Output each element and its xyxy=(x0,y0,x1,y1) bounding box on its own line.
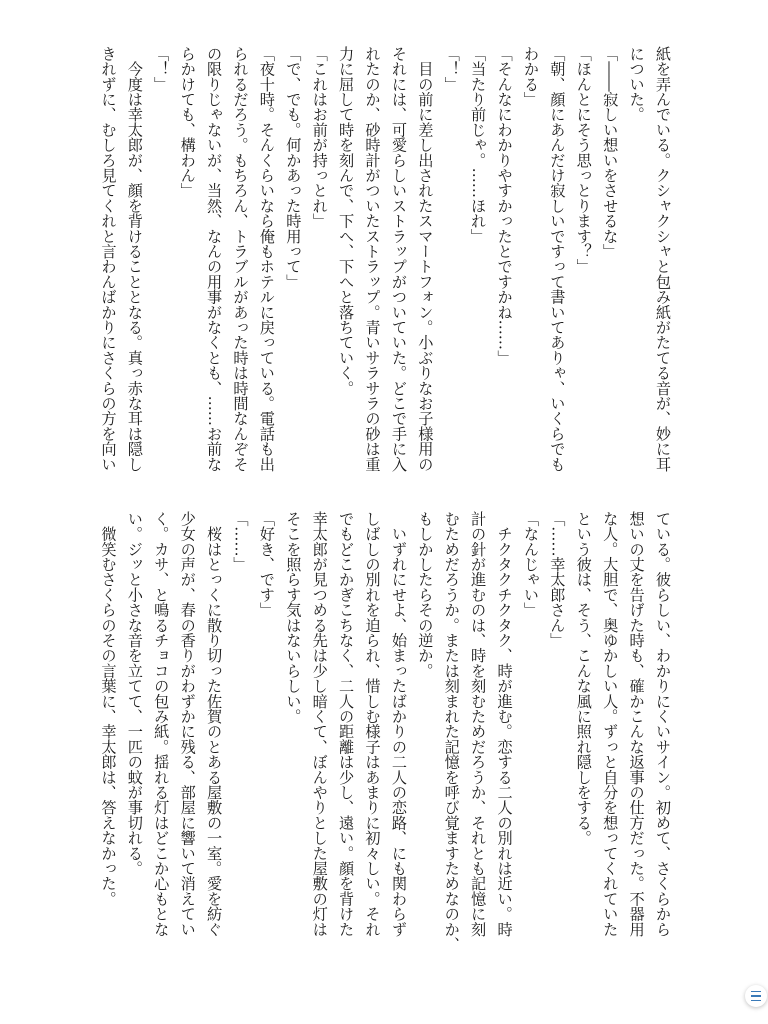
text-line: 「好き、です」 xyxy=(257,511,276,618)
text-line: むためだろうか。または刻まれた記憶を呼び覚ますためなのか、 xyxy=(442,511,461,952)
text-line: な人。大胆で、奥ゆかしい人。ずっと自分を想ってくれていた xyxy=(601,511,620,937)
text-line: 目の前に差し出されたスマートフォン。小ぶりなお子様用の xyxy=(416,46,435,472)
text-line: く。カサ、と鳴るチョコの包み紙。揺れる灯はどこか心もとな xyxy=(152,511,171,937)
text-line: 力に屈して時を刻んで、下へ、下へと落ちていく。 xyxy=(337,46,356,396)
text-line: についた。 xyxy=(627,46,646,122)
text-block-bottom xyxy=(95,511,676,951)
text-line: 幸太郎が見つめる先は少し暗くて、ぼんやりとした屋敷の灯は xyxy=(310,511,329,937)
text-line: でもどこかぎこちなく、二人の距離は少し、遠い。顔を背けた xyxy=(337,511,356,937)
text-line: 「！」 xyxy=(442,46,461,92)
text-line: そこを照らす気はないらしい。 xyxy=(284,511,303,724)
text-line: チクタクチクタク、時が進む。恋する二人の別れは近い。時 xyxy=(495,511,514,937)
text-line: きれずに、むしろ見てくれと言わんばかりにさくらの方を向い xyxy=(99,46,118,472)
text-line: 「そんなにわかりやすかったとですかね……」 xyxy=(495,46,514,366)
text-line: 計の針が進むのは、時を刻むためだろうか、それとも記憶に刻 xyxy=(469,511,488,937)
text-line: 「夜十時。そんくらいなら俺もホテルに戻っている。電話も出 xyxy=(257,46,276,472)
text-line: られるだろう。もちろん、トラブルがあった時は時間なんぞそ xyxy=(231,46,250,472)
text-line: い。ジッと小さな音を立てて、一匹の蚊が事切れる。 xyxy=(125,511,144,876)
text-line: 「朝、顔にあんだけ寂しいですって書いてありゃ、いくらでも xyxy=(548,46,567,472)
text-line: いずれにせよ、始まったばかりの二人の恋路、にも関わらず xyxy=(389,511,408,937)
text-line: 「……幸太郎さん」 xyxy=(548,511,567,648)
text-line: 今度は幸太郎が、顔を背けることとなる。真っ赤な耳は隠し xyxy=(125,46,144,472)
text-line: 「！」 xyxy=(152,46,171,92)
text-line: 微笑むさくらのその言葉に、幸太郎は、答えなかった。 xyxy=(99,511,118,907)
text-line: 「なんじゃい」 xyxy=(521,511,540,618)
text-line: れたのか、砂時計がついたストラップ。青いサラサラの砂は重 xyxy=(363,46,382,472)
text-line: 「ほんとにそう思っとります？」 xyxy=(574,46,593,274)
text-line: 「……」 xyxy=(231,511,250,572)
text-line: しばしの別れを迫られ、惜しむ様子はあまりに初々しい。それ xyxy=(363,511,382,937)
text-line: という彼は、そう、こんな風に照れ隠しをする。 xyxy=(574,511,593,846)
text-line: 少女の声が、春の香りがわずかに残る、部屋に響いて消えてい xyxy=(178,511,197,937)
text-line: 想いの丈を告げた時も、確かこんな返事の仕方だった。不器用 xyxy=(627,511,646,937)
menu-icon xyxy=(751,989,761,1003)
text-line: 紙を弄んでいる。クシャクシャと包み紙がたてる音が、妙に耳 xyxy=(654,46,672,472)
text-block-top xyxy=(95,46,676,486)
text-line: 「――寂しい想いをさせるな」 xyxy=(601,46,620,259)
text-line: 桜はとっくに散り切った佐賀のとある屋敷の一室。愛を紡ぐ xyxy=(205,511,224,937)
text-line: 「これはお前が持っとれ」 xyxy=(310,46,329,229)
text-line: それには、可愛らしいストラップがついていた。どこで手に入 xyxy=(389,46,408,472)
text-line: ている。彼らしい、わかりにくいサイン。初めて、さくらから xyxy=(654,511,672,937)
text-line: 「で、でも。何かあった時用って」 xyxy=(284,46,303,290)
menu-button[interactable] xyxy=(745,985,767,1007)
text-line: の限りじゃないが、当然、なんの用事がなくとも、……お前な xyxy=(205,46,224,472)
text-line: 「当たり前じゃ。……ほれ」 xyxy=(469,46,488,244)
text-line: もしかしたらその逆か。 xyxy=(416,511,435,679)
text-line: らかけても、構わん」 xyxy=(178,46,197,198)
text-line: わかる」 xyxy=(521,46,540,107)
